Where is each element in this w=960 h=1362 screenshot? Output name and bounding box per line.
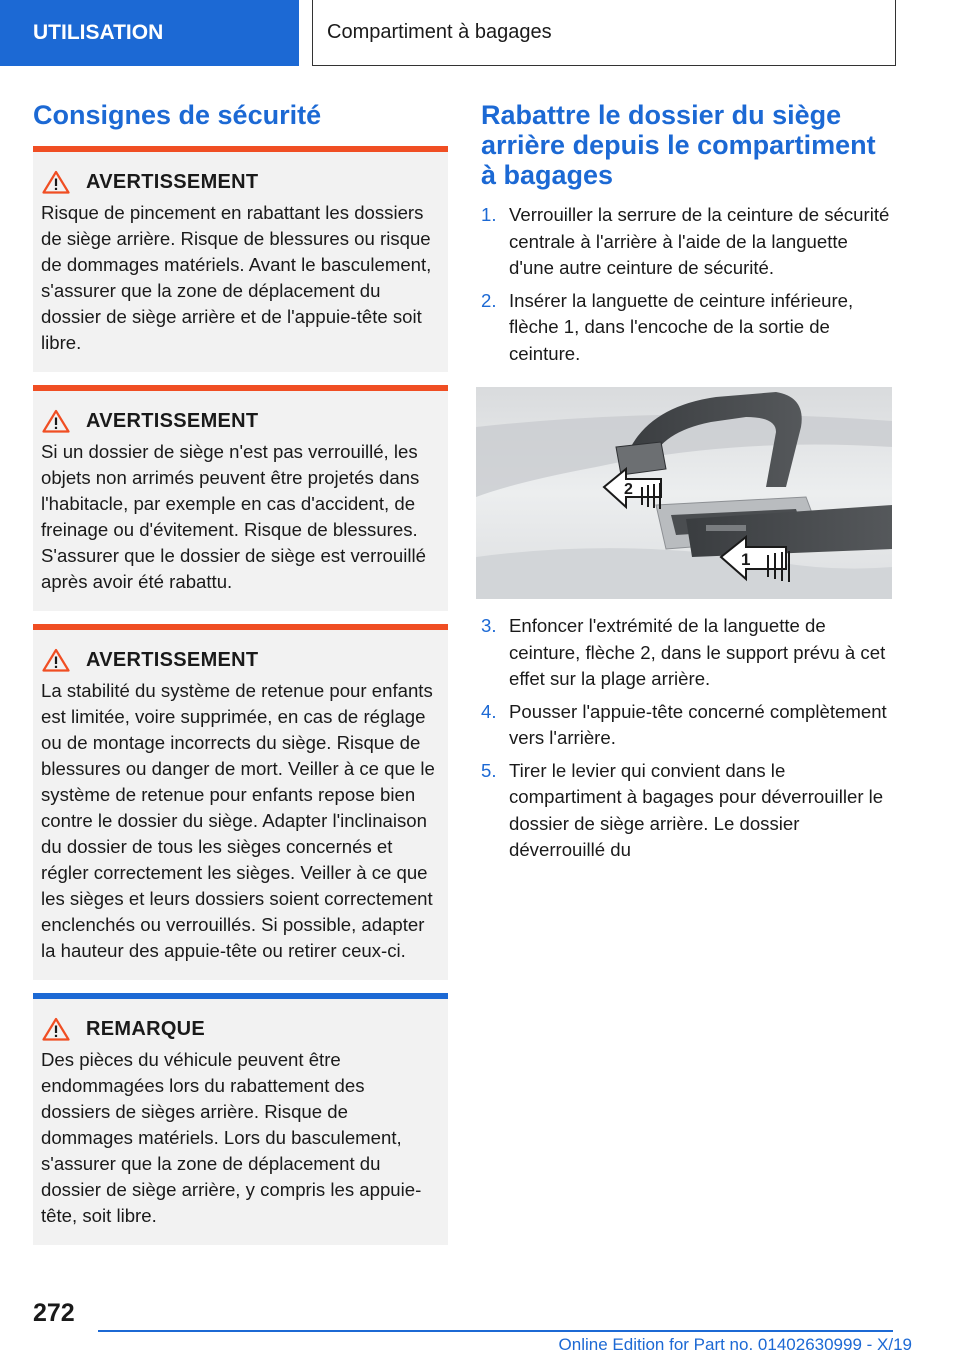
step-text: Tirer le levier qui convient dans le compartiment à bagages pour déverrouiller le dossier de siège arrière. Le dossier déverrouillé du [509,759,884,860]
list-item [481,758,893,864]
seatbelt-drawing [476,387,892,599]
note-box [33,993,448,1245]
safety-title: Consignes de sécurité [33,100,322,130]
list-item [481,699,893,752]
procedure-title: Rabattre le dossier du siège arrière depuis le compartiment à bagages [481,100,876,190]
step-text: Insérer la languette de ceinture inférieure, flèche 1, dans l'encoche de la sortie de ceinture. [509,289,854,364]
edition-text: Online Edition for Part no. 01402630999 - X/19 [558,1335,912,1354]
warning-title: AVERTISSEMENT [86,648,259,671]
warning-text: Risque de pincement en rabattant les dossiers de siège arrière. Risque de blessures ou risque de dommages matériels. Avant le basculement, s'assurer que la zone de déplacement du dossier de siège arrière et de l'appuie-tête soit libre. [41,202,432,353]
warning-title: AVERTISSEMENT [86,409,259,432]
step-number: 3. [481,615,497,636]
right-column [481,100,893,870]
warning-box-2 [33,385,448,611]
step-text: Verrouiller la serrure de la ceinture de sécurité centrale à l'arrière à l'aide de la languette d'une autre ceinture de sécurité. [509,204,890,278]
topic-header: Compartiment à bagages [312,0,896,66]
warning-box-1 [33,146,448,372]
steps-list-b [481,613,893,864]
warning-text: La stabilité du système de retenue pour enfants est limitée, voire supprimée, en cas de réglage ou de montage incorrects du siège. Risque de blessures ou danger de mort. Veiller à ce que le système de retenue pour enfants repose bien contre le dossier du siège. Adapter l'inclinaison du dossier de tous les sièges concernés et régler correctement les sièges. Veiller à ce que les sièges et leurs dossiers soient correctement enclenchés ou verrouillés. Si possible, adapter la hauteur des appuie-tête ou retirer ceux-ci. [41,680,435,961]
step-number: 4. [481,700,497,722]
warning-triangle-icon [42,409,70,433]
page-number: 272 [33,1299,75,1327]
footer-divider [98,1330,893,1332]
list-item [481,613,893,693]
left-column [33,100,448,1258]
warning-triangle-icon [42,1017,70,1041]
arrow-2-label: 2 [624,481,633,498]
arrow-1-label: 1 [741,550,751,569]
step-number: 2. [481,289,497,311]
step-number: 5. [481,759,497,781]
step-text: Pousser l'appuie-tête concerné complètement vers l'arrière. [509,700,887,748]
warning-triangle-icon [42,170,70,194]
warning-title: AVERTISSEMENT [86,170,259,193]
seatbelt-illustration [476,387,892,599]
warning-triangle-icon [42,648,70,672]
step-number: 1. [481,204,497,225]
steps-list-a [481,202,893,367]
warning-box-3 [33,624,448,980]
list-item [481,202,893,282]
section-header: UTILISATION [0,0,299,66]
note-text: Des pièces du véhicule peuvent être endommagées lors du rabattement des dossiers de sièges arrière. Risque de dommages matériels. Lors du basculement, s'assurer que la zone de déplacement du dossier de siège arrière, y compris les appuie-tête, soit libre. [41,1049,422,1226]
step-text: Enfoncer l'extrémité de la languette de ceinture, flèche 2, dans le support prévu à cet effet sur la plage arrière. [509,615,886,689]
list-item [481,288,893,368]
note-title: REMARQUE [86,1017,206,1040]
warning-text: Si un dossier de siège n'est pas verrouillé, les objets non arrimés peuvent être projetés dans l'habitacle, par exemple en cas d'accident, de freinage ou d'évitement. Risque de blessures. S'assurer que le dossier de siège est verrouillé après avoir été rabattu. [41,441,426,592]
